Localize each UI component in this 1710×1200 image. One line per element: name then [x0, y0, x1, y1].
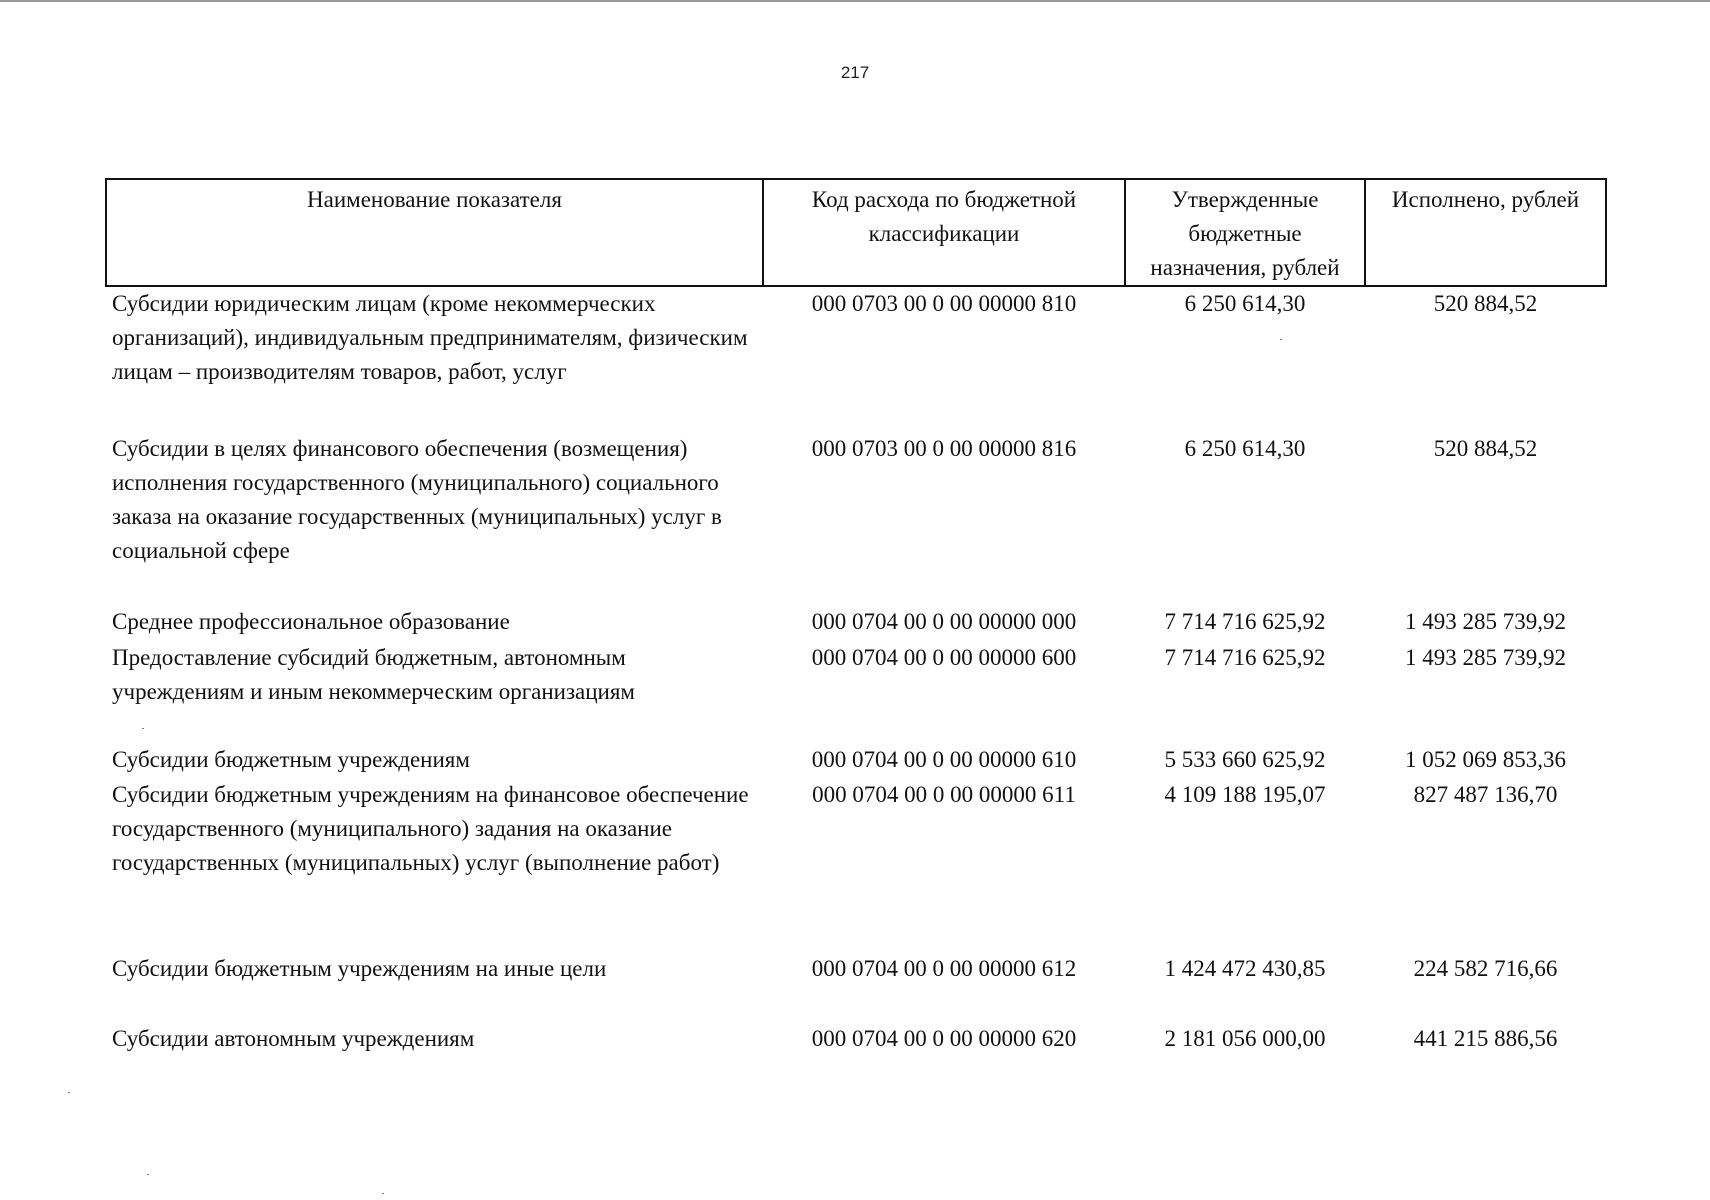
table-row	[106, 641, 1606, 743]
row-indicator-name: Субсидии автономным учреждениям	[112, 1026, 475, 1051]
scan-speck	[1280, 339, 1282, 340]
row-indicator-name: Субсидии бюджетным учреждениям на иные цели	[112, 956, 607, 981]
row-expense-code: 000 0704 00 0 00 00000 610	[811, 747, 1077, 772]
scan-speck	[68, 1092, 70, 1093]
row-indicator-name: Субсидии в целях финансового обеспечения (возмещения) исполнения государственного (муниципального) социального заказа на оказание государственных (муниципальных) услуг в социальной сфере	[112, 436, 722, 563]
row-approved-amount: 4 109 188 195,07	[1164, 782, 1326, 807]
row-approved-amount: 2 181 056 000,00	[1164, 1026, 1326, 1051]
page-number: 217	[840, 63, 870, 82]
header-approved-amount: Утвержденные бюджетные назначения, рублей	[1125, 179, 1365, 286]
scan-speck	[142, 728, 144, 729]
row-indicator-name: Субсидии бюджетным учреждениям	[112, 747, 470, 772]
scan-speck	[147, 1174, 149, 1175]
table-row	[106, 286, 1606, 432]
row-executed-amount: 827 487 136,70	[1413, 782, 1558, 807]
row-executed-amount: 1 493 285 739,92	[1405, 645, 1566, 670]
row-indicator-name: Субсидии юридическим лицам (кроме некоммерческих организаций), индивидуальным предпринимателям, физическим лицам – производителям товаров, работ, услуг	[112, 291, 748, 384]
table-row	[106, 432, 1606, 605]
row-approved-amount: 1 424 472 430,85	[1164, 956, 1326, 981]
row-executed-amount: 1 052 069 853,36	[1405, 747, 1566, 772]
row-expense-code: 000 0704 00 0 00 00000 600	[811, 645, 1077, 670]
row-executed-amount: 1 493 285 739,92	[1405, 609, 1566, 634]
row-expense-code: 000 0703 00 0 00 00000 816	[811, 436, 1077, 461]
header-expense-code: Код расхода по бюджетной классификации	[763, 179, 1125, 286]
row-approved-amount: 6 250 614,30	[1184, 436, 1306, 461]
row-approved-amount: 5 533 660 625,92	[1164, 747, 1326, 772]
row-indicator-name: Предоставление субсидий бюджетным, автономным учреждениям и иным некоммерческим организациям	[112, 645, 635, 704]
row-executed-amount: 520 884,52	[1433, 291, 1538, 316]
row-approved-amount: 6 250 614,30	[1184, 291, 1306, 316]
row-executed-amount: 224 582 716,66	[1413, 956, 1558, 981]
row-indicator-name: Субсидии бюджетным учреждениям на финансовое обеспечение государственного (муниципального) задания на оказание государственных (муниципальных) услуг (выполнение работ)	[112, 782, 749, 875]
table-row	[106, 743, 1606, 778]
row-executed-amount: 441 215 886,56	[1413, 1026, 1558, 1051]
row-approved-amount: 7 714 716 625,92	[1164, 645, 1326, 670]
scan-speck	[382, 1193, 384, 1194]
row-expense-code: 000 0704 00 0 00 00000 000	[811, 609, 1077, 634]
row-approved-amount: 7 714 716 625,92	[1164, 609, 1326, 634]
row-expense-code: 000 0703 00 0 00 00000 810	[811, 291, 1077, 316]
table-row	[106, 605, 1606, 641]
row-expense-code: 000 0704 00 0 00 00000 620	[811, 1026, 1077, 1051]
header-indicator-name: Наименование показателя	[106, 179, 763, 286]
row-indicator-name: Среднее профессиональное образование	[112, 609, 510, 634]
table-row	[106, 778, 1606, 952]
table-header-row	[106, 179, 1606, 286]
budget-table	[105, 178, 1607, 1058]
row-expense-code: 000 0704 00 0 00 00000 611	[812, 782, 1076, 807]
row-expense-code: 000 0704 00 0 00 00000 612	[811, 956, 1077, 981]
table-row	[106, 1022, 1606, 1058]
header-executed-amount: Исполнено, рублей	[1365, 179, 1606, 286]
row-executed-amount: 520 884,52	[1433, 436, 1538, 461]
table-row	[106, 952, 1606, 1022]
scan-edge-line	[0, 0, 1710, 2]
